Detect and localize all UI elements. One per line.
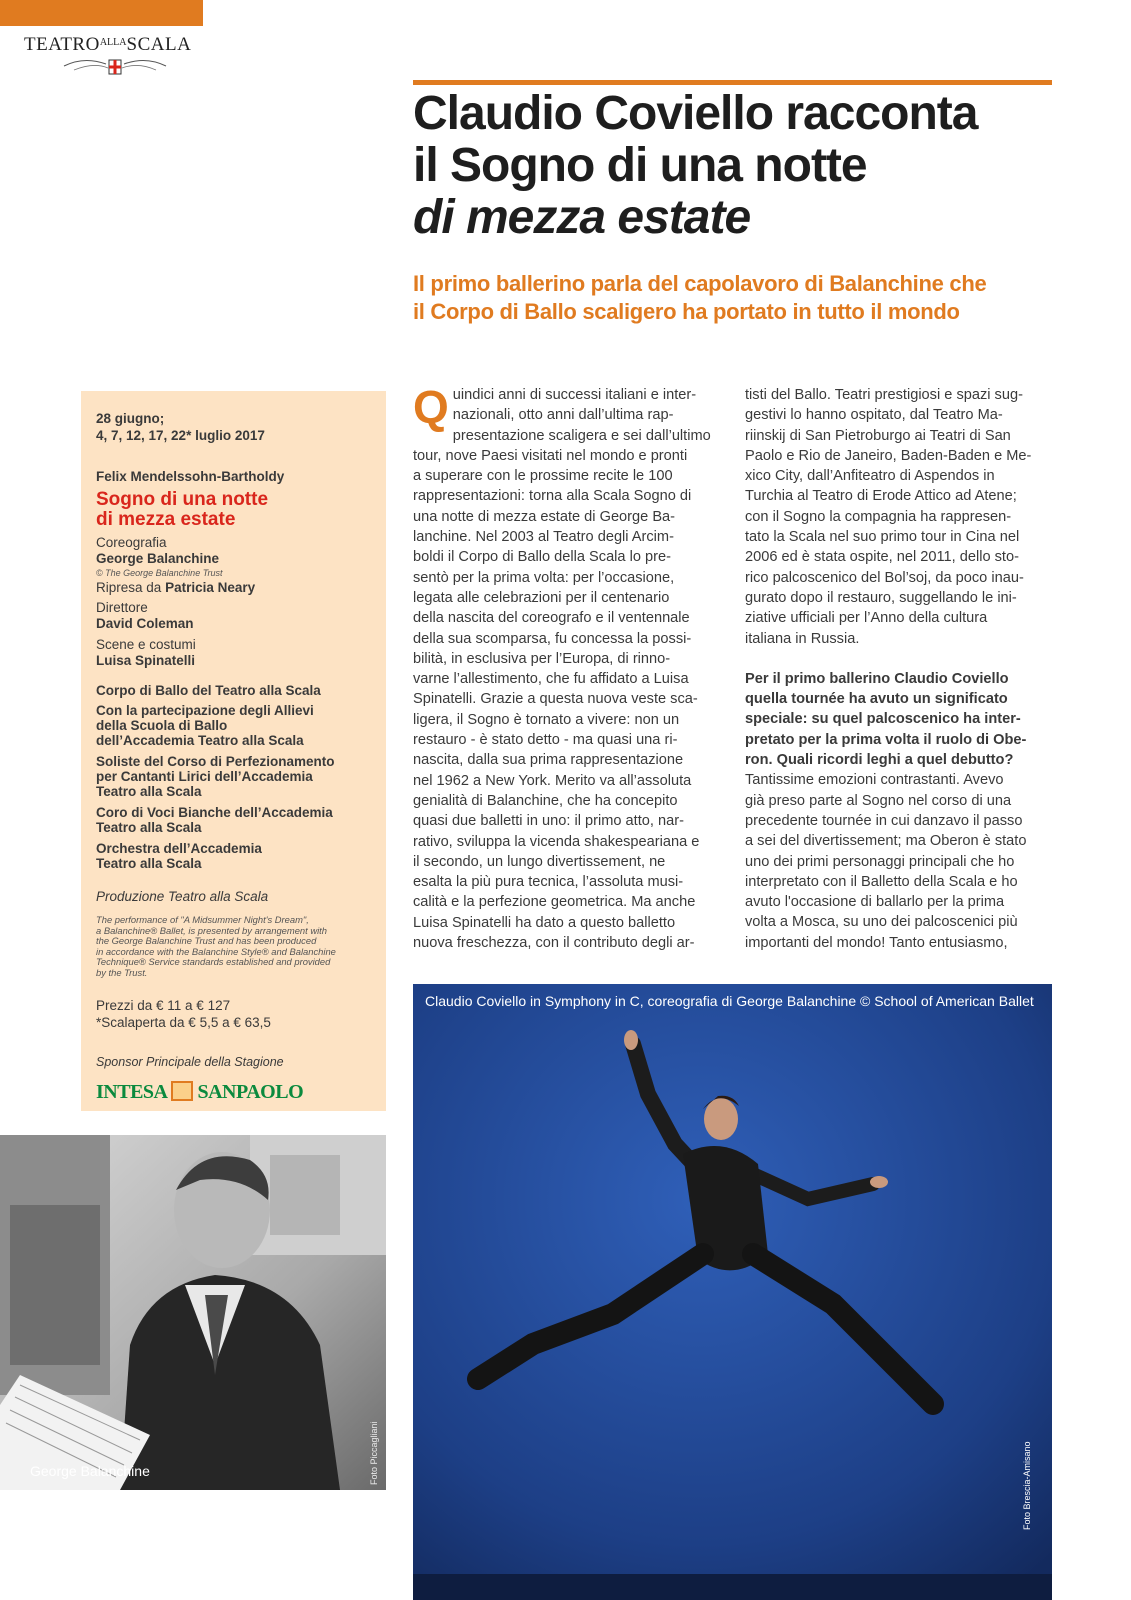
- text-line: gestivi lo hanno ospitato, dal Teatro Ma-: [745, 407, 1003, 424]
- text-line: 2006 ed è stata ospite, nel 2011, dello sto-: [745, 549, 1019, 566]
- text-line: quella tournée ha avuto un significato: [745, 691, 1008, 708]
- bw-photo-credit: Foto Piccagliani: [369, 1421, 379, 1485]
- text-line: precedente tournée in cui danzavo il passo: [745, 812, 1023, 829]
- trust-notice-2: a Balanchine® Ballet, is presented by arrangement with: [96, 924, 327, 936]
- text-line: pretato per la prima volta il ruolo di Obe-: [745, 731, 1027, 748]
- text-line: xico City, dall’Anfiteatro di Aspendos in: [745, 468, 995, 485]
- director-name: David Coleman: [96, 616, 194, 631]
- trust-notice-4: in accordance with the Balanchine Style® and Balanchine: [96, 945, 336, 957]
- text-line: Per il primo ballerino Claudio Coviello: [745, 670, 1009, 687]
- corpo-di-ballo: Corpo di Ballo del Teatro alla Scala: [96, 683, 321, 698]
- trust-notice-6: by the Trust.: [96, 966, 148, 978]
- orchestra-line-1: Orchestra dell’Accademia: [96, 841, 262, 856]
- text-line: a sei del divertissement; ma Oberon è stato: [745, 833, 1027, 850]
- text-line: ron. Quali ricordi leghi a quel debutto?: [745, 752, 1014, 769]
- text-line: uno dei primi personaggi principali che ho: [745, 853, 1015, 870]
- text-line: restauro - è stato detto - ma quasi una ri-: [413, 732, 678, 749]
- text-line: a superare con le prossime recite le 100: [413, 468, 673, 485]
- composer: Felix Mendelssohn-Bartholdy: [96, 469, 285, 484]
- text-line: ligera, il Sogno è tornato a vivere: non un: [413, 711, 680, 728]
- text-line: boldi il Corpo di Ballo della Scala lo pre-: [413, 549, 671, 566]
- sponsor-label: Sponsor Principale della Stagione: [96, 1055, 284, 1069]
- text-line: esalta la più pura tecnica, l’assoluta musi-: [413, 874, 684, 891]
- dates-line-1: 28 giugno;: [96, 411, 165, 426]
- text-line: italiana in Russia.: [745, 630, 860, 647]
- text-line: volta a Mosca, su uno dei palcoscenici più: [745, 914, 1018, 931]
- text-line: una notte di mezza estate di George Ba-: [413, 508, 676, 525]
- text-line: tisti del Ballo. Teatri prestigiosi e spazi sug-: [745, 387, 1023, 403]
- text-line: presentazione scaligera e sei dall’ultimo: [452, 427, 711, 444]
- text-line: calità e la perfezione geometrica. Ma anche: [413, 894, 696, 911]
- text-line: tour, nove Paesi visitati nel mondo e pronti: [413, 447, 688, 464]
- top-accent-bar: [0, 0, 203, 26]
- text-line: interpretato con il Balletto della Scala e ho: [745, 873, 1018, 890]
- text-line: tato la Scala nel suo primo tour in Cina nel: [745, 529, 1020, 546]
- coro-line-1: Coro di Voci Bianche dell’Accademia: [96, 805, 333, 820]
- dates-line-2: 4, 7, 12, 17, 22* luglio 2017: [96, 428, 265, 443]
- choreography-label: Coreografia: [96, 535, 167, 550]
- text-line: rico palcoscenico del Bol’soj, da poco inau-: [745, 569, 1024, 586]
- logo-ornament: [24, 30, 204, 78]
- title-line-3: di mezza estate: [413, 191, 751, 244]
- text-line: quasi due balletti in uno: il primo atto, nar-: [413, 813, 684, 830]
- george-balanchine-photo: [0, 1135, 386, 1490]
- text-line: legata alle celebrazioni per il centenario: [413, 589, 670, 606]
- drop-cap: Q: [413, 381, 449, 433]
- intesa-sanpaolo-logo: INTESA SANPAOLO: [96, 1081, 304, 1103]
- text-line: Spinatelli. Grazie a questa nuova veste sca-: [413, 691, 698, 708]
- production-credit: Produzione Teatro alla Scala: [96, 889, 269, 904]
- dancer-photo-caption: Claudio Coviello in Symphony in C, coreografia di George Balanchine © School of American Ballet: [425, 993, 1034, 1009]
- prices-line-1: Prezzi da € 11 a € 127: [96, 998, 231, 1013]
- sets-label: Scene e costumi: [96, 637, 196, 652]
- text-line: bilità, in esclusiva per l’Europa, di rinno-: [413, 650, 671, 667]
- text-line: ziative ufficiali per l’Anno della cultura: [745, 610, 988, 627]
- text-line: sentò per la prima volta: per l’occasione,: [413, 569, 675, 586]
- allievi-line-3: dell’Accademia Teatro alla Scala: [96, 733, 304, 748]
- teatro-alla-scala-logo: $TEATRO^{ALLA}SCALA$: [24, 30, 204, 78]
- soliste-line-2: per Cantanti Lirici dell’Accademia: [96, 769, 313, 784]
- text-line: varne l’allestimento, che fu affidato a Luisa: [413, 671, 689, 688]
- text-line: già preso parte al Sogno nel corso di una: [745, 792, 1012, 809]
- text-line: avuto l'occasione di ballarlo per la prima: [745, 894, 1005, 911]
- text-line: rativo, sviluppa la vicenda shakespeariana e: [413, 833, 700, 850]
- sets-name: Luisa Spinatelli: [96, 653, 196, 668]
- text-line: della nascita del coreografo e il ventennale: [413, 610, 690, 627]
- work-title-line-2: di mezza estate: [96, 509, 236, 530]
- text-line: uindici anni di successi italiani e inter-: [452, 387, 697, 403]
- title-line-2: il Sogno di una notte: [413, 139, 867, 192]
- trust-notice-1: The performance of "A Midsummer Night's Dream",: [96, 914, 309, 925]
- trust-notice-3: the George Balanchine Trust and has been produced: [96, 935, 317, 946]
- title-rule: [413, 80, 1052, 85]
- body-column-2: [745, 385, 1052, 953]
- article-subtitle: Il primo ballerino parla del capolavoro di Balanchine che il Corpo di Ballo scaligero ha portato in tutto il mondo: [413, 271, 987, 324]
- text-line: speciale: su quel palcoscenico ha inter-: [745, 711, 1021, 728]
- choreographer-name: George Balanchine: [96, 551, 220, 566]
- sponsor-mark-icon: [171, 1081, 193, 1101]
- text-line: Paolo e Rio de Janeiro, Baden-Baden e Me-: [745, 447, 1032, 464]
- director-label: Direttore: [96, 600, 148, 615]
- title-line-1: Claudio Coviello racconta: [413, 87, 978, 140]
- trust-note: © The George Balanchine Trust: [96, 568, 223, 578]
- prices-line-2: *Scalaperta da € 5,5 a € 63,5: [96, 1015, 271, 1030]
- text-line: nascita, dalla sua prima rappresentazione: [413, 752, 684, 769]
- allievi-line-2: della Scuola di Ballo: [96, 718, 228, 733]
- text-line: rappresentazioni: torna alla Scala Sogno di: [413, 488, 692, 505]
- text-line: con il Sogno la compagnia ha rappresen-: [745, 508, 1012, 525]
- text-line: nuova freschezza, con il contributo degli ar-: [413, 935, 695, 952]
- text-line: nazionali, otto anni dall’ultima rap-: [452, 407, 674, 424]
- soliste-line-1: Soliste del Corso di Perfezionamento: [96, 754, 335, 769]
- article-title: [413, 88, 1073, 244]
- text-line: importanti del mondo! Tanto entusiasmo,: [745, 934, 1008, 951]
- text-line: il secondo, un lungo divertissement, ne: [413, 853, 666, 870]
- dancer-photo: [413, 984, 1052, 1600]
- text-line: genialità di Balanchine, che ha concepito: [413, 792, 678, 809]
- text-line: Turchia al Teatro di Erode Attico ad Atene;: [745, 488, 1017, 505]
- bw-photo-caption: George Balanchine: [30, 1463, 150, 1479]
- coro-line-2: Teatro alla Scala: [96, 820, 202, 835]
- allievi-line-1: Con la partecipazione degli Allievi: [96, 703, 314, 718]
- text-line: Luisa Spinatelli ha dato a questo balletto: [413, 914, 676, 931]
- body-column-1: [413, 381, 720, 953]
- text-line: lanchine. Nel 2003 al Teatro degli Arcim-: [413, 529, 674, 546]
- orchestra-line-2: Teatro alla Scala: [96, 856, 202, 871]
- text-line: della sua scomparsa, fu concessa la possi-: [413, 630, 692, 647]
- ripresa-line: Ripresa da Patricia Neary: [96, 580, 256, 595]
- text-line: nel 1962 a New York. Merito va all’assoluta: [413, 772, 692, 789]
- text-line: riinskij di San Pietroburgo ai Teatri di San: [745, 427, 1011, 444]
- dancer-photo-credit: Foto Brescia-Amisano: [1022, 1441, 1032, 1530]
- work-title-line-1: Sogno di una notte: [96, 489, 269, 510]
- text-line: gurato dopo il restauro, suggellando le ini-: [745, 589, 1017, 606]
- trust-notice-5: Technique® Service standards established and provided: [96, 956, 331, 967]
- soliste-line-3: Teatro alla Scala: [96, 784, 202, 799]
- text-line: Tantissime emozioni contrastanti. Avevo: [745, 772, 1004, 789]
